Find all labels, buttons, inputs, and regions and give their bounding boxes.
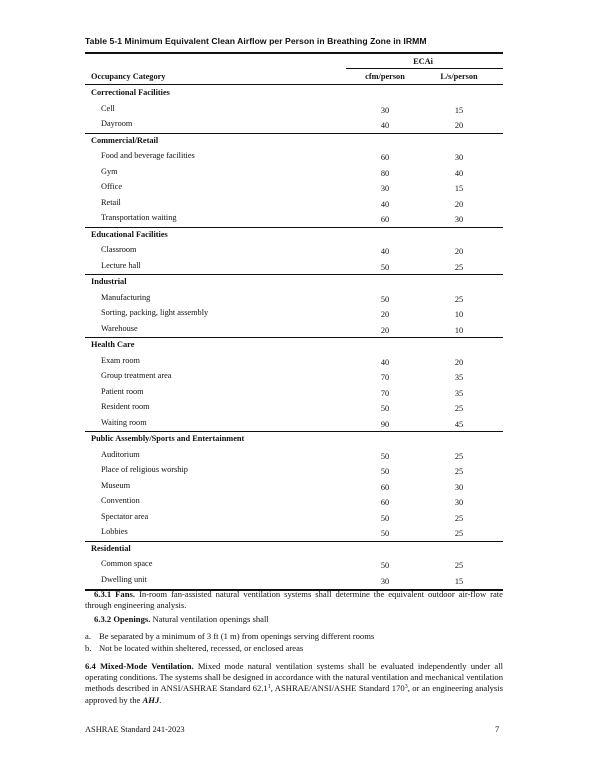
table-cell-ls: 20 [454, 357, 464, 367]
table-cell-cfm: 60 [380, 482, 390, 492]
section-text: Mixed mode natural ventilation systems shall be evaluated independently under all operating conditions. The systems shall be designed in accordance with the natural ventilation and mechanical ventilation methods described in ANSI/ASHRAE Standard 62.1 [85, 661, 504, 694]
table-row-occupancy: Lecture hall [101, 260, 141, 270]
table-cell-ls: 25 [454, 294, 464, 304]
table-row-occupancy: Office [101, 182, 123, 191]
table-cell-ls: 25 [454, 529, 464, 538]
header-occupancy-category: Occupancy Category [91, 72, 166, 81]
table-row-occupancy: Lobbies [101, 527, 128, 536]
table-cell-ls: 20 [454, 121, 464, 130]
section-number: 6.3.1 [94, 589, 112, 599]
table-cell-cfm: 80 [380, 168, 390, 178]
category-heading: Residential [91, 543, 131, 553]
table-row-occupancy: Exam room [101, 355, 140, 365]
table-cell-ls: 20 [454, 199, 464, 209]
header-ls-person: L/s/person [440, 72, 478, 81]
table-cell-cfm: 70 [380, 388, 390, 398]
table-cell-cfm: 40 [380, 121, 390, 130]
table-cell-ls: 25 [454, 262, 464, 272]
table-cell-cfm: 60 [380, 153, 390, 162]
category-heading: Public Assembly/Sports and Entertainment [91, 434, 245, 443]
list-text: Be separated by a minimum of 3 ft (1 m) from openings serving different rooms [99, 631, 375, 641]
reference-1: 1 [267, 684, 271, 691]
table-row-occupancy: Sorting, packing, light assembly [101, 308, 209, 317]
category-heading: Health Care [91, 340, 135, 349]
section-6-3-2 [85, 614, 503, 625]
table-row-occupancy: Auditorium [101, 449, 140, 459]
table-cell-cfm: 50 [380, 467, 390, 476]
table-cell-ls: 25 [454, 451, 464, 461]
table-row-occupancy: Dwelling unit [101, 574, 147, 584]
section-number: 6.4 [85, 661, 96, 671]
table-row-occupancy: Cell [101, 103, 115, 113]
table-cell-cfm: 50 [380, 294, 390, 304]
table-cell-cfm: 60 [380, 498, 390, 507]
table-row-occupancy: Museum [101, 480, 131, 490]
list-item-a [85, 631, 374, 642]
table-row-occupancy: Transportation waiting [101, 213, 177, 222]
page-number: 7 [495, 725, 500, 734]
section-rule [85, 133, 503, 134]
table-cell-ls: 10 [454, 325, 464, 335]
table-cell-ls: 15 [454, 576, 464, 586]
table-row-occupancy: Dayroom [101, 119, 133, 128]
table-cell-ls: 25 [454, 561, 464, 570]
table-cell-ls: 30 [454, 482, 464, 492]
section-title: Fans. [115, 589, 135, 599]
section-text: , or an engineering analysis approved by the [85, 683, 503, 705]
table-top-rule [85, 52, 503, 54]
list-marker: b. [85, 643, 92, 653]
table-cell-cfm: 50 [380, 561, 390, 570]
table-row-occupancy: Food and beverage facilities [101, 151, 195, 160]
table-cell-cfm: 40 [380, 199, 390, 209]
table-cell-cfm: 40 [380, 247, 390, 256]
table-cell-cfm: 90 [380, 419, 390, 429]
ahj-term: AHJ [142, 694, 160, 705]
section-rule [85, 227, 503, 228]
list-marker: a. [85, 631, 91, 641]
table-caption: Table 5-1 Minimum Equivalent Clean Airflow per Person in Breathing Zone in IRMM [85, 36, 427, 46]
section-text: In-room fan-assisted natural ventilation systems shall determine the equivalent outdoor air-flow rate through engineering analysis. [85, 589, 504, 611]
table-cell-ls: 30 [454, 498, 464, 507]
section-rule [85, 431, 503, 432]
table-row-occupancy: Common space [101, 559, 153, 568]
table-cell-ls: 35 [454, 373, 464, 382]
list-item-b [85, 643, 303, 654]
table-row-occupancy: Group treatment area [101, 371, 172, 380]
table-cell-cfm: 30 [380, 576, 390, 586]
table-row-occupancy: Waiting room [101, 417, 147, 427]
table-row-occupancy: Spectator area [101, 511, 149, 521]
section-title: Mixed-Mode Ventilation. [99, 661, 194, 671]
reference-3: 3 [404, 684, 408, 691]
table-cell-cfm: 30 [380, 184, 390, 193]
table-cell-cfm: 50 [380, 451, 390, 461]
table-row-occupancy: Warehouse [101, 323, 138, 333]
table-cell-ls: 15 [454, 105, 464, 115]
category-heading: Commercial/Retail [91, 135, 159, 145]
table-row-occupancy: Place of religious worship [101, 465, 188, 474]
table-cell-cfm: 50 [380, 529, 390, 538]
table-cell-cfm: 50 [380, 262, 390, 272]
table-cell-cfm: 50 [380, 513, 390, 523]
table-cell-cfm: 40 [380, 357, 390, 367]
table-cell-cfm: 20 [380, 325, 390, 335]
group-header-rule [346, 68, 503, 69]
category-heading: Educational Facilities [91, 229, 168, 239]
table-cell-ls: 40 [454, 168, 464, 178]
category-heading: Industrial [91, 277, 127, 286]
section-text: Natural ventilation openings shall [152, 614, 269, 624]
table-row-occupancy: Classroom [101, 245, 137, 254]
table-cell-cfm: 50 [380, 404, 390, 413]
table-cell-ls: 45 [454, 419, 464, 429]
list-text: Not be located within sheltered, recessed, or enclosed areas [99, 643, 304, 653]
group-header-eca: ECAi [413, 57, 433, 66]
section-rule [85, 541, 503, 542]
table-cell-ls: 35 [454, 388, 464, 398]
footer-standard: ASHRAE Standard 241-2023 [85, 725, 185, 734]
section-text: , ASHRAE/ANSI/ASHE Standard 170 [270, 683, 405, 694]
section-6-4 [85, 661, 503, 706]
table-cell-cfm: 70 [380, 373, 390, 382]
table-cell-cfm: 20 [380, 310, 390, 319]
table-row-occupancy: Gym [101, 166, 118, 176]
table-cell-ls: 25 [454, 513, 464, 523]
table-cell-ls: 30 [454, 215, 464, 224]
table-row-occupancy: Convention [101, 496, 140, 505]
table-row-occupancy: Retail [101, 197, 121, 207]
section-rule [85, 337, 503, 338]
section-6-3-1 [85, 589, 503, 611]
section-title: Openings. [113, 614, 151, 624]
section-number: 6.3.2 [94, 614, 112, 624]
category-heading: Correctional Facilities [91, 88, 170, 97]
header-rule [85, 84, 503, 85]
table-cell-ls: 25 [454, 404, 464, 413]
period: . [159, 694, 162, 705]
table-cell-ls: 15 [454, 184, 464, 193]
table-row-occupancy: Resident room [101, 402, 150, 411]
table-cell-ls: 30 [454, 153, 464, 162]
table-cell-ls: 20 [454, 247, 464, 256]
table-cell-ls: 25 [454, 467, 464, 476]
table-row-occupancy: Patient room [101, 386, 144, 396]
table-cell-ls: 10 [454, 310, 464, 319]
section-rule [85, 274, 503, 275]
table-cell-cfm: 60 [380, 215, 390, 224]
table-cell-cfm: 30 [380, 105, 390, 115]
table-row-occupancy: Manufacturing [101, 292, 151, 302]
header-cfm-person: cfm/person [365, 72, 405, 81]
